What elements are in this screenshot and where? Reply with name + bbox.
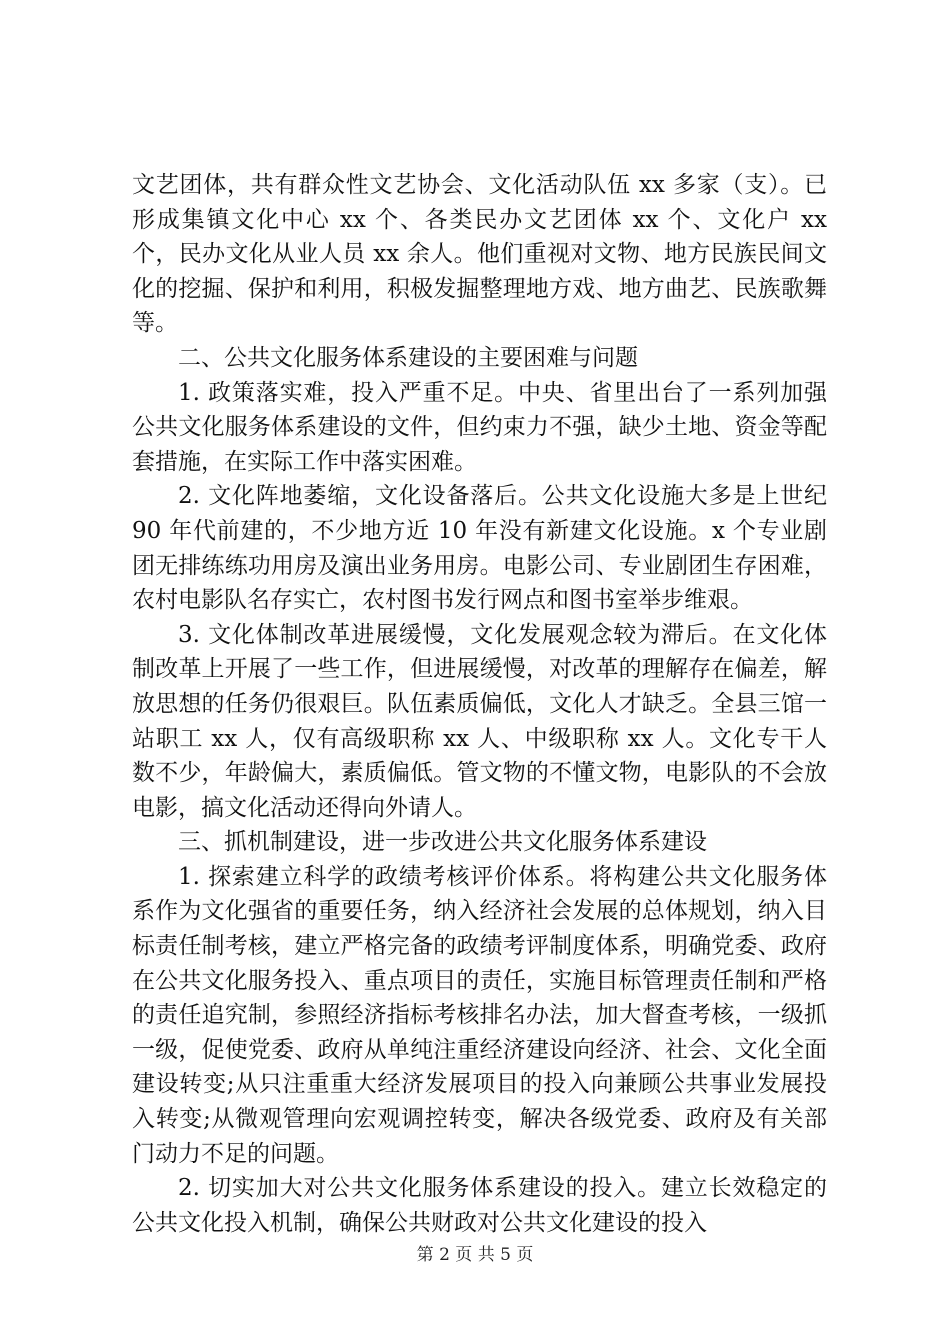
paragraph: 1. 探索建立科学的政绩考核评价体系。将构建公共文化服务体系作为文化强省的重要任务，纳入经济社会发展的总体规划，纳入目标责任制考核，建立严格完备的政绩考评制度体系，明确党委、政府在公共文化服务投入、重点项目的责任，实施目标管理责任制和严格的责任追究制，参照经济指标考核排名办法，加大督查考核，一级抓一级，促使党委、政府从单纯注重经济建设向经济、社会、文化全面建设转变;从只注重重大经济发展项目的投入向兼顾公共事业发展投入转变;从微观管理向宏观调控转变，解决各级党委、政府及有关部门动力不足的问题。 [132, 863, 827, 1167]
paragraph: 3. 文化体制改革进展缓慢，文化发展观念较为滞后。在文化体制改革上开展了一些工作，但进展缓慢，对改革的理解存在偏差，解放思想的任务仍很艰巨。队伍素质偏低，文化人才缺乏。全县三馆一站职工 xx 人，仅有高级职称 xx 人、中级职称 xx 人。文化专干人数不少，年龄偏大，素质偏低。管文物的不懂文物，电影队的不会放电影，搞文化活动还得向外请人。 [132, 621, 827, 821]
paragraph: 2. 文化阵地萎缩，文化设备落后。公共文化设施大多是上世纪 90 年代前建的，不少地方近 10 年没有新建文化设施。x 个专业剧团无排练练功用房及演出业务用房。电影公司、专业剧团生存困难，农村电影队名存实亡，农村图书发行网点和图书室举步维艰。 [132, 483, 827, 614]
page-number-footer: 第 2 页 共 5 页 [416, 1245, 534, 1265]
paragraph: 2. 切实加大对公共文化服务体系建设的投入。建立长效稳定的公共文化投入机制，确保公共财政对公共文化建设的投入 [132, 1175, 827, 1236]
document-body [132, 168, 827, 1240]
paragraph: 文艺团体，共有群众性文艺协会、文化活动队伍 xx 多家（支）。已形成集镇文化中心 xx 个、各类民办文艺团体 xx 个、文化户 xx 个，民办文化从业人员 xx 余人。他们重视对文物、地方民族民间文化的挖掘、保护和利用，积极发掘整理地方戏、地方曲艺、民族歌舞等。 [132, 172, 827, 337]
paragraph: 二、公共文化服务体系建设的主要困难与问题 [178, 344, 638, 371]
paragraph: 1. 政策落实难，投入严重不足。中央、省里出台了一系列加强公共文化服务体系建设的文件，但约束力不强，缺少土地、资金等配套措施，在实际工作中落实困难。 [132, 379, 827, 475]
paragraph: 三、抓机制建设，进一步改进公共文化服务体系建设 [178, 829, 707, 856]
